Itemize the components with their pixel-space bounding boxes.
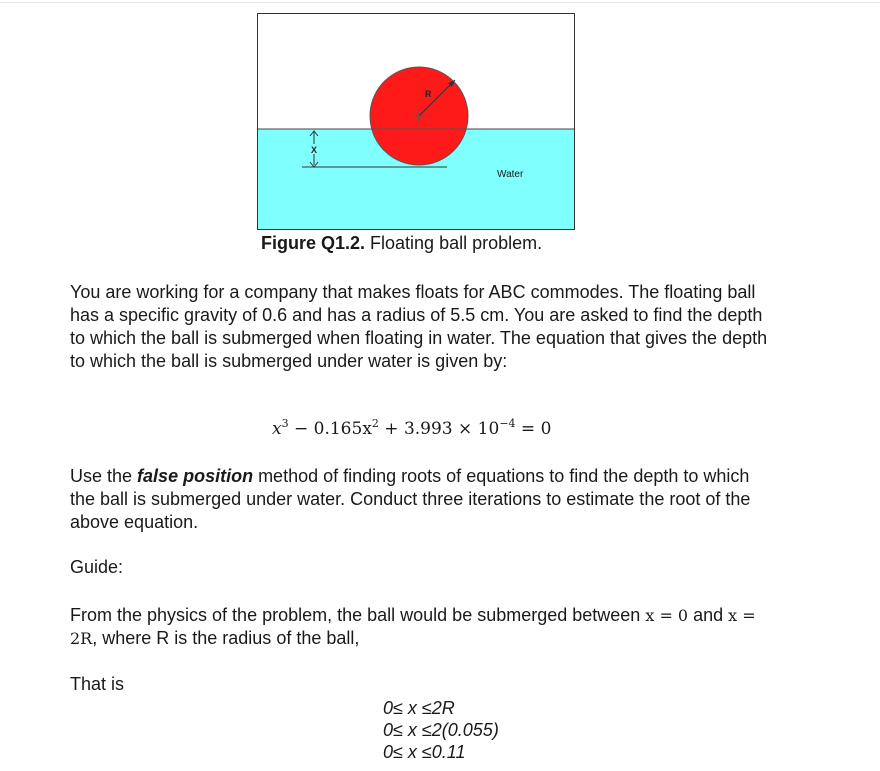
inequality-line: 0≤ x ≤2R: [383, 698, 455, 718]
method-paragraph: Use the false position method of finding roots of equations to find the depth to which the ball is submerged under water. Conduct three iterations to estimate the root of the above equation.: [70, 466, 751, 532]
intro-paragraph: You are working for a company that makes floats for ABC commodes. The floating ball has a specific gravity of 0.6 and has a radius of 5.5 cm. You are asked to find the depth to which the ball is submerged when floating in water. The equation that gives the depth to which the ball is submerged under water is given by:: [70, 282, 768, 371]
top-divider: [0, 2, 880, 3]
method-name: false position: [137, 466, 254, 486]
floating-ball-figure: [257, 13, 575, 230]
inequality-line: 0≤ x ≤0.11: [383, 742, 466, 762]
radius-label: R: [425, 89, 432, 99]
caption-label: Figure Q1.2.: [261, 233, 366, 253]
physics-paragraph: From the physics of the problem, the ball would be submerged between x = 0 and x = 2R, where R is the radius of the ball,: [70, 605, 756, 648]
water-label: Water: [497, 169, 524, 180]
that-is-label: That is: [70, 674, 125, 694]
guide-label: Guide:: [70, 557, 124, 577]
inequality-line: 0≤ x ≤2(0.055): [383, 720, 499, 740]
caption-text: Floating ball problem.: [365, 233, 543, 253]
depth-label: X: [311, 145, 318, 155]
cubic-equation: $x^3 - 0.165x^2 + 3.993 \times 10^{-4} = 0$: [272, 417, 552, 439]
figure-caption: [261, 233, 542, 254]
